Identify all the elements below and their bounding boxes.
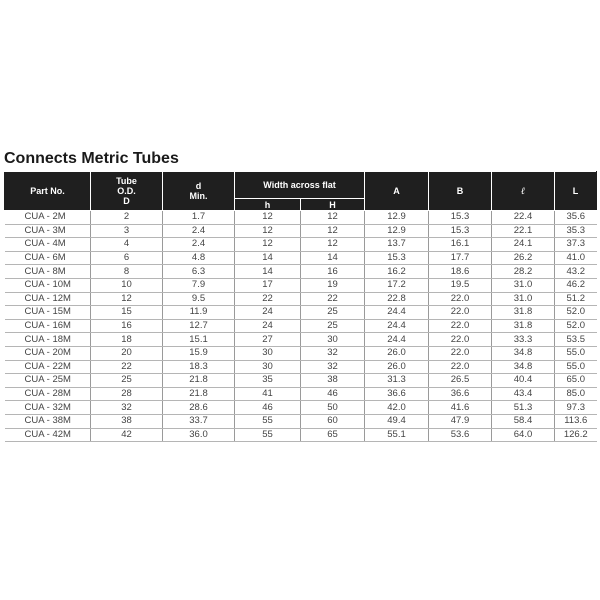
part-no-cell: CUA - 25M <box>5 374 91 388</box>
a-cell: 31.3 <box>365 374 429 388</box>
table-header <box>5 172 597 211</box>
a-cell: 12.9 <box>365 211 429 225</box>
tube-od-cell: 4 <box>91 238 163 252</box>
l-small-cell: 33.3 <box>492 333 555 347</box>
b-cell: 15.3 <box>429 211 492 225</box>
l-small-cell: 34.8 <box>492 346 555 360</box>
b-cell: 15.3 <box>429 224 492 238</box>
a-cell: 26.0 <box>365 360 429 374</box>
h-cell: 27 <box>235 333 301 347</box>
d-min-cell: 1.7 <box>163 211 235 225</box>
H-cell: 46 <box>301 387 365 401</box>
b-cell: 22.0 <box>429 333 492 347</box>
table-row <box>5 401 597 415</box>
h-cell: 24 <box>235 319 301 333</box>
header-part-no: Part No. <box>5 172 91 211</box>
part-no-cell: CUA - 18M <box>5 333 91 347</box>
h-cell: 24 <box>235 306 301 320</box>
l-large-cell: 52.0 <box>555 319 597 333</box>
part-no-cell: CUA - 28M <box>5 387 91 401</box>
b-cell: 22.0 <box>429 360 492 374</box>
tube-od-cell: 20 <box>91 346 163 360</box>
l-small-cell: 28.2 <box>492 265 555 279</box>
tube-od-cell: 8 <box>91 265 163 279</box>
h-cell: 41 <box>235 387 301 401</box>
l-small-cell: 43.4 <box>492 387 555 401</box>
table-row <box>5 265 597 279</box>
l-large-cell: 55.0 <box>555 360 597 374</box>
part-no-cell: CUA - 2M <box>5 211 91 225</box>
d-min-cell: 15.9 <box>163 346 235 360</box>
l-large-cell: 53.5 <box>555 333 597 347</box>
a-cell: 15.3 <box>365 251 429 265</box>
dimensions-table <box>4 171 597 442</box>
l-small-cell: 31.0 <box>492 278 555 292</box>
H-cell: 12 <box>301 211 365 225</box>
b-cell: 41.6 <box>429 401 492 415</box>
a-cell: 16.2 <box>365 265 429 279</box>
h-cell: 17 <box>235 278 301 292</box>
a-cell: 17.2 <box>365 278 429 292</box>
l-small-cell: 40.4 <box>492 374 555 388</box>
d-min-cell: 36.0 <box>163 428 235 442</box>
h-cell: 12 <box>235 238 301 252</box>
tube-od-cell: 18 <box>91 333 163 347</box>
b-cell: 19.5 <box>429 278 492 292</box>
l-large-cell: 35.3 <box>555 224 597 238</box>
H-cell: 60 <box>301 414 365 428</box>
part-no-cell: CUA - 20M <box>5 346 91 360</box>
table-row <box>5 374 597 388</box>
table-row <box>5 333 597 347</box>
d-min-cell: 28.6 <box>163 401 235 415</box>
H-cell: 14 <box>301 251 365 265</box>
table-row <box>5 278 597 292</box>
table-row <box>5 251 597 265</box>
l-large-cell: 55.0 <box>555 346 597 360</box>
tube-od-cell: 2 <box>91 211 163 225</box>
part-no-cell: CUA - 10M <box>5 278 91 292</box>
a-cell: 36.6 <box>365 387 429 401</box>
H-cell: 32 <box>301 360 365 374</box>
part-no-cell: CUA - 22M <box>5 360 91 374</box>
header-tube-od: Tube O.D. D <box>91 172 163 211</box>
H-cell: 25 <box>301 319 365 333</box>
d-min-cell: 21.8 <box>163 387 235 401</box>
table-row <box>5 346 597 360</box>
tube-od-cell: 10 <box>91 278 163 292</box>
b-cell: 36.6 <box>429 387 492 401</box>
d-min-cell: 7.9 <box>163 278 235 292</box>
table-body <box>5 211 597 442</box>
H-cell: 12 <box>301 224 365 238</box>
l-small-cell: 58.4 <box>492 414 555 428</box>
header-h-large: H <box>301 199 365 211</box>
h-cell: 14 <box>235 265 301 279</box>
b-cell: 53.6 <box>429 428 492 442</box>
d-min-cell: 9.5 <box>163 292 235 306</box>
H-cell: 22 <box>301 292 365 306</box>
tube-od-cell: 25 <box>91 374 163 388</box>
page-title: Connects Metric Tubes <box>4 150 179 167</box>
a-cell: 22.8 <box>365 292 429 306</box>
b-cell: 16.1 <box>429 238 492 252</box>
h-cell: 55 <box>235 428 301 442</box>
tube-od-cell: 3 <box>91 224 163 238</box>
l-small-cell: 22.4 <box>492 211 555 225</box>
d-min-cell: 2.4 <box>163 224 235 238</box>
d-min-cell: 12.7 <box>163 319 235 333</box>
a-cell: 24.4 <box>365 319 429 333</box>
header-h-small: h <box>235 199 301 211</box>
part-no-cell: CUA - 8M <box>5 265 91 279</box>
H-cell: 16 <box>301 265 365 279</box>
l-large-cell: 43.2 <box>555 265 597 279</box>
H-cell: 50 <box>301 401 365 415</box>
table-row <box>5 319 597 333</box>
d-min-cell: 33.7 <box>163 414 235 428</box>
l-large-cell: 41.0 <box>555 251 597 265</box>
b-cell: 26.5 <box>429 374 492 388</box>
header-d-min: d Min. <box>163 172 235 211</box>
d-min-cell: 4.8 <box>163 251 235 265</box>
H-cell: 65 <box>301 428 365 442</box>
tube-od-cell: 12 <box>91 292 163 306</box>
table-row <box>5 306 597 320</box>
l-small-cell: 24.1 <box>492 238 555 252</box>
table-row <box>5 360 597 374</box>
H-cell: 19 <box>301 278 365 292</box>
a-cell: 13.7 <box>365 238 429 252</box>
header-l-small: ℓ <box>492 172 555 211</box>
h-cell: 14 <box>235 251 301 265</box>
part-no-cell: CUA - 32M <box>5 401 91 415</box>
l-large-cell: 85.0 <box>555 387 597 401</box>
l-large-cell: 35.6 <box>555 211 597 225</box>
d-min-cell: 6.3 <box>163 265 235 279</box>
H-cell: 12 <box>301 238 365 252</box>
tube-od-cell: 42 <box>91 428 163 442</box>
H-cell: 38 <box>301 374 365 388</box>
d-min-cell: 21.8 <box>163 374 235 388</box>
h-cell: 22 <box>235 292 301 306</box>
a-cell: 42.0 <box>365 401 429 415</box>
l-large-cell: 51.2 <box>555 292 597 306</box>
b-cell: 18.6 <box>429 265 492 279</box>
part-no-cell: CUA - 38M <box>5 414 91 428</box>
l-large-cell: 113.6 <box>555 414 597 428</box>
table-row <box>5 387 597 401</box>
l-large-cell: 97.3 <box>555 401 597 415</box>
part-no-cell: CUA - 16M <box>5 319 91 333</box>
b-cell: 22.0 <box>429 306 492 320</box>
tube-od-cell: 15 <box>91 306 163 320</box>
l-large-cell: 46.2 <box>555 278 597 292</box>
H-cell: 30 <box>301 333 365 347</box>
d-min-cell: 18.3 <box>163 360 235 374</box>
l-small-cell: 22.1 <box>492 224 555 238</box>
l-large-cell: 37.3 <box>555 238 597 252</box>
tube-od-cell: 32 <box>91 401 163 415</box>
part-no-cell: CUA - 12M <box>5 292 91 306</box>
part-no-cell: CUA - 15M <box>5 306 91 320</box>
l-large-cell: 126.2 <box>555 428 597 442</box>
h-cell: 55 <box>235 414 301 428</box>
b-cell: 22.0 <box>429 292 492 306</box>
tube-od-cell: 6 <box>91 251 163 265</box>
h-cell: 35 <box>235 374 301 388</box>
part-no-cell: CUA - 4M <box>5 238 91 252</box>
b-cell: 22.0 <box>429 346 492 360</box>
table-row <box>5 224 597 238</box>
a-cell: 24.4 <box>365 306 429 320</box>
table-row <box>5 292 597 306</box>
l-small-cell: 31.8 <box>492 319 555 333</box>
a-cell: 12.9 <box>365 224 429 238</box>
h-cell: 12 <box>235 224 301 238</box>
header-l-large: L <box>555 172 597 211</box>
a-cell: 55.1 <box>365 428 429 442</box>
table-row <box>5 414 597 428</box>
part-no-cell: CUA - 42M <box>5 428 91 442</box>
part-no-cell: CUA - 3M <box>5 224 91 238</box>
l-large-cell: 65.0 <box>555 374 597 388</box>
h-cell: 30 <box>235 346 301 360</box>
a-cell: 24.4 <box>365 333 429 347</box>
table-row <box>5 211 597 225</box>
tube-od-cell: 38 <box>91 414 163 428</box>
l-large-cell: 52.0 <box>555 306 597 320</box>
h-cell: 12 <box>235 211 301 225</box>
part-no-cell: CUA - 6M <box>5 251 91 265</box>
tube-od-cell: 16 <box>91 319 163 333</box>
l-small-cell: 34.8 <box>492 360 555 374</box>
table-row <box>5 428 597 442</box>
l-small-cell: 31.8 <box>492 306 555 320</box>
d-min-cell: 2.4 <box>163 238 235 252</box>
H-cell: 25 <box>301 306 365 320</box>
l-small-cell: 26.2 <box>492 251 555 265</box>
tube-od-cell: 28 <box>91 387 163 401</box>
d-min-cell: 15.1 <box>163 333 235 347</box>
d-min-cell: 11.9 <box>163 306 235 320</box>
header-width-across-flat: Width across flat <box>235 172 365 199</box>
a-cell: 49.4 <box>365 414 429 428</box>
l-small-cell: 31.0 <box>492 292 555 306</box>
H-cell: 32 <box>301 346 365 360</box>
h-cell: 46 <box>235 401 301 415</box>
l-small-cell: 64.0 <box>492 428 555 442</box>
b-cell: 17.7 <box>429 251 492 265</box>
header-b: B <box>429 172 492 211</box>
header-a: A <box>365 172 429 211</box>
b-cell: 22.0 <box>429 319 492 333</box>
b-cell: 47.9 <box>429 414 492 428</box>
tube-od-cell: 22 <box>91 360 163 374</box>
h-cell: 30 <box>235 360 301 374</box>
l-small-cell: 51.3 <box>492 401 555 415</box>
a-cell: 26.0 <box>365 346 429 360</box>
table-row <box>5 238 597 252</box>
